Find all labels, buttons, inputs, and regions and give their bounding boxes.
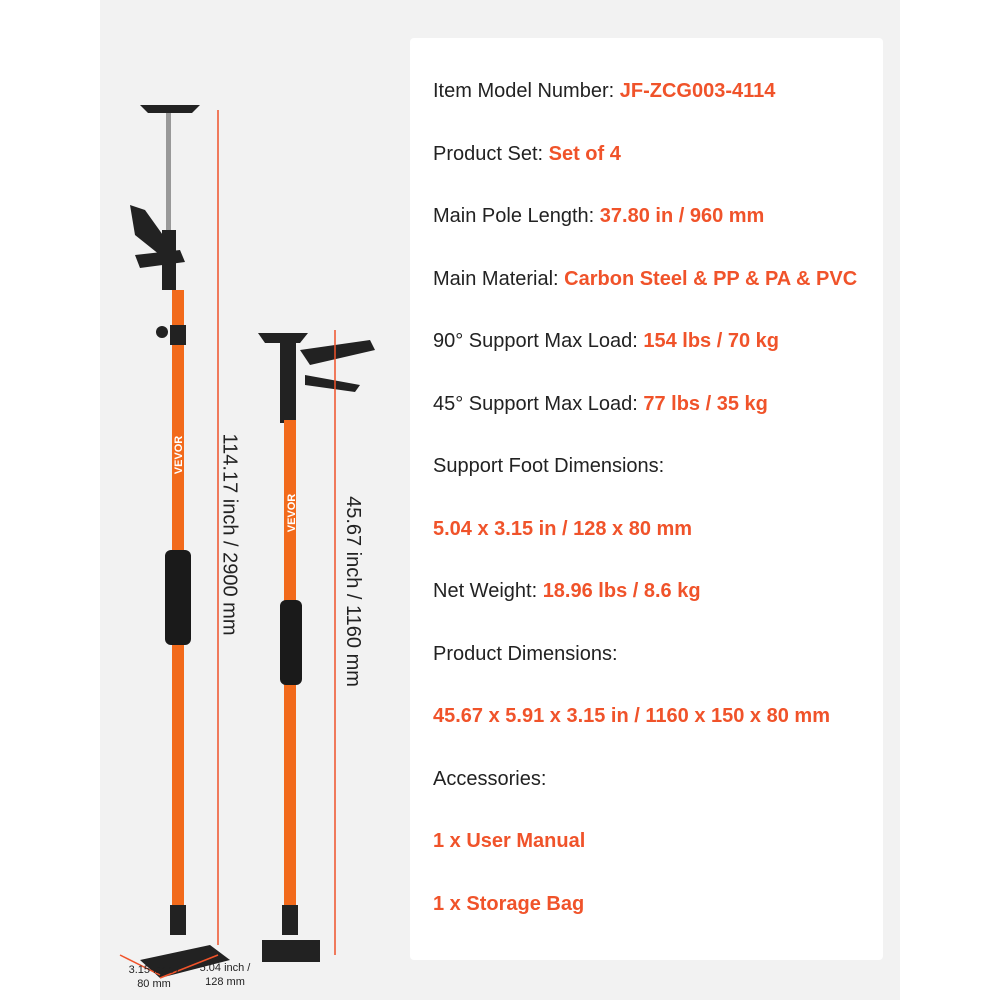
spec-card bbox=[410, 38, 883, 960]
spec-pole-length: Main Pole Length: 37.80 in / 960 mm bbox=[433, 205, 765, 227]
spec-net-weight: Net Weight: 18.96 lbs / 8.6 kg bbox=[433, 580, 701, 602]
spec-accessory-manual: 1 x User Manual bbox=[433, 830, 586, 852]
spec-dimensions-value: 45.67 x 5.91 x 3.15 in / 1160 x 150 x 80 mm bbox=[433, 705, 830, 727]
spec-model: Item Model Number: JF-ZCG003-4114 bbox=[433, 80, 776, 102]
spec-accessory-bag: 1 x Storage Bag bbox=[433, 893, 585, 915]
foot-length-label: 5.04 inch / 128 mm bbox=[199, 962, 251, 988]
spec-dimensions-label: Product Dimensions: bbox=[433, 643, 618, 665]
min-height-label: 45.67 inch / 1160 mm bbox=[341, 496, 364, 687]
spec-foot-label: Support Foot Dimensions: bbox=[433, 455, 665, 477]
foot-width-label: 3.15 inch / 80 mm bbox=[128, 964, 180, 990]
spec-accessories-label: Accessories: bbox=[433, 768, 547, 790]
max-height-label: 114.17 inch / 2900 mm bbox=[218, 433, 241, 636]
spec-material: Main Material: Carbon Steel & PP & PA & PVC bbox=[433, 268, 858, 290]
spec-foot-value: 5.04 x 3.15 in / 128 x 80 mm bbox=[433, 518, 693, 540]
spec-load-90: 90° Support Max Load: 154 lbs / 70 kg bbox=[433, 330, 779, 352]
extended-support-pole bbox=[130, 105, 230, 978]
spec-load-45: 45° Support Max Load: 77 lbs / 35 kg bbox=[433, 393, 768, 415]
brand-logo: VEVOR bbox=[173, 435, 185, 475]
brand-logo-2: VEVOR bbox=[286, 493, 298, 533]
spec-product-set: Product Set: Set of 4 bbox=[433, 143, 621, 165]
